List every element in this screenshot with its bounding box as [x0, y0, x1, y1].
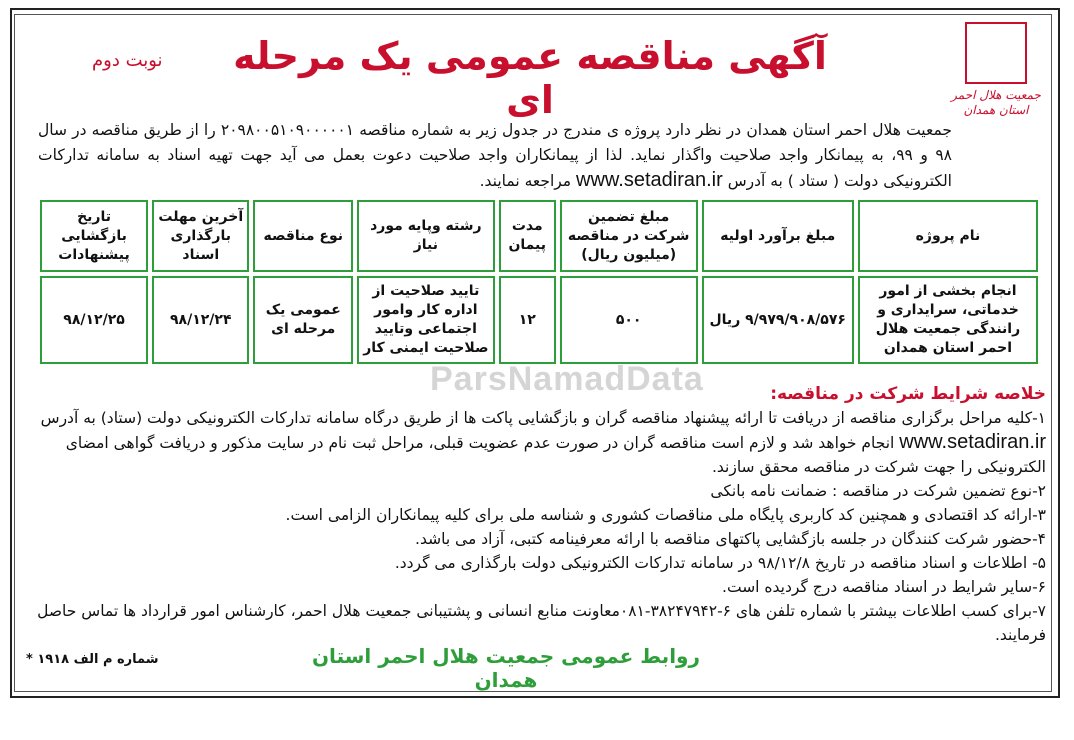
round-label: نوبت دوم [92, 50, 163, 71]
condition-website-link[interactable]: www.setadiran.ir [899, 431, 1046, 453]
cell-duration: ۱۲ [499, 276, 556, 364]
header-type: نوع مناقصه [253, 200, 353, 272]
conditions-title: خلاصه شرایط شرکت در مناقصه: [770, 384, 1046, 404]
table-row [40, 276, 1038, 364]
red-crescent-icon [965, 22, 1027, 84]
cell-opening-date: ۹۸/۱۲/۲۵ [40, 276, 148, 364]
intro-text-1: جمعیت هلال احمر استان همدان در نظر دارد پروژه ی مندرج در جدول زیر به شماره مناقصه ۲۰۹۸۰۰۵۱۰۹۰۰۰۰۰۱ را از طریق مناقصه در سال ۹۸ و ۹۹، به پیمانکار واجد صلاحیت واگذار نماید. لذا از پیمانکاران واجد صلاحیت دعوت بعمل می آید جهت تهیه اسناد به سامانه تدارکات الکترونیکی دولت ( ستاد ) به آدرس [38, 121, 952, 190]
cell-estimate: ۹/۹۷۹/۹۰۸/۵۷۶ ریال [702, 276, 854, 364]
reference-number: شماره م الف ۱۹۱۸ * [26, 652, 159, 667]
condition-item-5: ۵- اطلاعات و اسناد مناقصه در تاریخ ۹۸/۱۲/۸ در سامانه تدارکات الکترونیکی دولت بارگذاری می گردد. [394, 554, 1046, 572]
condition-item-4: ۴-حضور شرکت کنندگان در جلسه بازگشایی پاکتهای مناقصه با ارائه معرفینامه کتبی، آزاد می باشد. [415, 530, 1046, 548]
header-duration: مدت پیمان [499, 200, 556, 272]
cell-upload-deadline: ۹۸/۱۲/۲۴ [152, 276, 249, 364]
header-project-name: نام پروژه [858, 200, 1038, 272]
logo-text-line2: استان همدان [963, 103, 1029, 117]
watermark-text: ParsNamadData [430, 360, 704, 398]
public-relations-signature: روابط عمومی جمعیت هلال احمر استان همدان [311, 644, 700, 692]
condition-item-3: ۳-ارائه کد اقتصادی و همچنین کد کاربری پایگاه ملی مناقصات کشوری و شناسه ملی برای کلیه پیمانکاران الزامی است. [285, 506, 1046, 524]
header-guarantee: مبلغ تضمین شرکت در مناقصه (میلیون ریال) [560, 200, 698, 272]
page-title: آگهی مناقصه عمومی یک مرحله ای [233, 34, 827, 122]
intro-paragraph [38, 118, 952, 194]
cell-guarantee: ۵۰۰ [560, 276, 698, 364]
intro-text-2: مراجعه نمایند. [479, 172, 572, 190]
table-header-row [40, 200, 1038, 272]
tender-table [36, 196, 1042, 368]
conditions-section [36, 382, 1046, 647]
header-opening-date: تاریخ بازگشایی پیشنهادات [40, 200, 148, 272]
condition-item-7: ۷-برای کسب اطلاعات بیشتر با شماره تلفن های ۶-۳۸۲۴۷۹۴۲-۰۸۱معاونت منابع انسانی و پشتیبانی جمعیت هلال احمر، کارشناس امور قرارداد ها تماس حاصل فرمایند. [37, 602, 1046, 644]
condition-item-1 [36, 406, 1046, 479]
condition-item-1-text-a: ۱-کلیه مراحل برگزاری مناقصه از دریافت تا ارائه پیشنهاد مناقصه گران و بازگشایی پاکت ها از طریق درگاه سامانه تدارکات الکترونیکی دولت (ستاد) به آدرس [40, 409, 1046, 427]
header-estimate: مبلغ برآورد اولیه [702, 200, 854, 272]
website-link[interactable]: www.setadiran.ir [576, 169, 723, 191]
logo-text-line1: جمعیت هلال احمر [951, 88, 1041, 102]
header-qualification: رشته وپایه مورد نیاز [357, 200, 495, 272]
cell-qualification: تایید صلاحیت از اداره کار وامور اجتماعی وتایید صلاحیت ایمنی کار [357, 276, 495, 364]
logo [946, 22, 1046, 152]
condition-item-2: ۲-نوع تضمین شرکت در مناقصه : ضمانت نامه بانکی [710, 482, 1046, 500]
header-upload-deadline: آخرین مهلت بارگذاری اسناد [152, 200, 249, 272]
condition-item-6: ۶-سایر شرایط در اسناد مناقصه درج گردیده است. [722, 578, 1046, 596]
cell-project-name: انجام بخشی از امور خدماتی، سرایداری و رانندگی جمعیت هلال احمر استان همدان [858, 276, 1038, 364]
cell-type: عمومی یک مرحله ای [253, 276, 353, 364]
condition-item-1-text-b: انجام خواهد شد و لازم است مناقصه گران در صورت عدم عضویت قبلی، مراحل ثبت نام در سایت مذکور و دریافت گواهی امضای الکترونیکی را جهت شرکت در مناقصه محقق سازند. [65, 434, 1046, 476]
